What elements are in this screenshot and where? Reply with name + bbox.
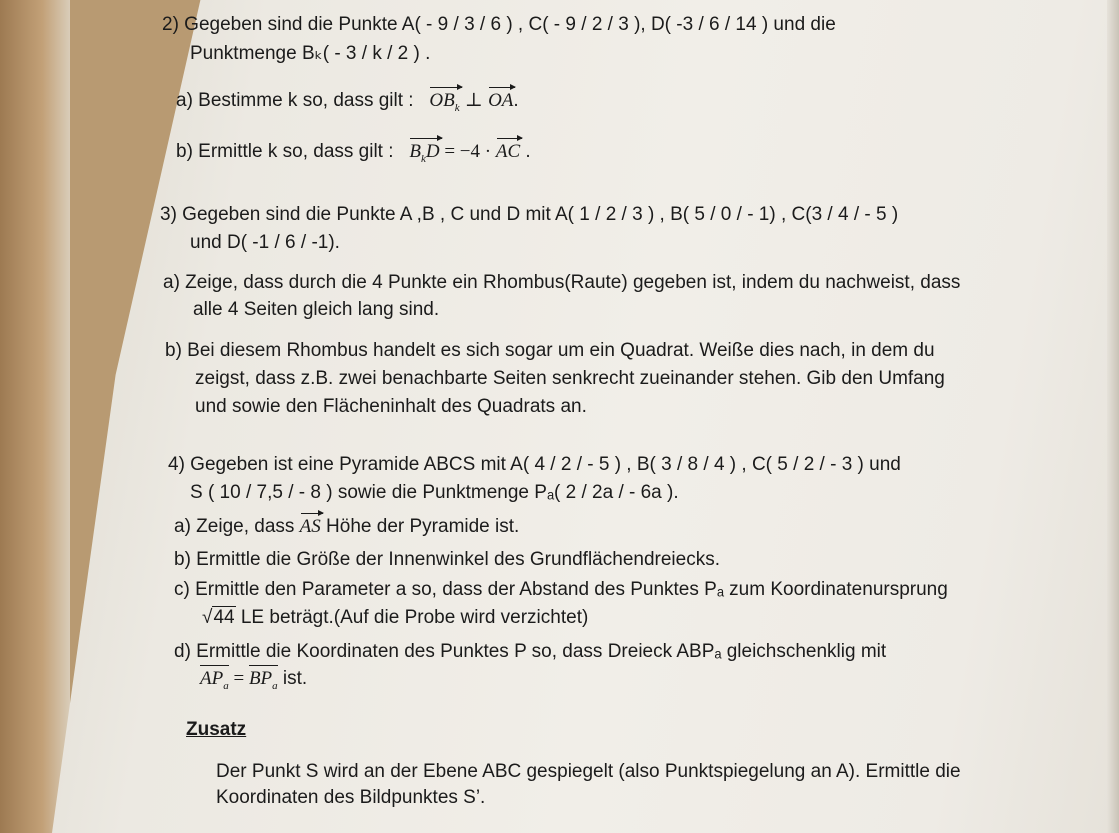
task3-line2: und D( -1 / 6 / -1). — [190, 232, 340, 253]
task2-a-end: . — [513, 90, 519, 111]
task4-d-end: ist. — [277, 668, 308, 689]
task4-d-equal: = — [228, 668, 249, 689]
vector-ac: AC — [496, 136, 520, 164]
task4-line1: 4) Gegeben ist eine Pyramide ABCS mit A( 4 / 2 / - 5 ) , B( 3 / 8 / 4 ) , C( 5 / 2 / - 3 ) und — [168, 454, 901, 475]
segment-bp-a: $BP_a$ — [249, 664, 278, 698]
task4-d-line2 — [200, 664, 307, 698]
task3-b-line2: zeigst, dass z.B. zwei benachbarte Seiten senkrecht zueinander stehen. Gib den Umfang — [195, 368, 945, 389]
task4-line2: S ( 10 / 7,5 / - 8 ) sowie die Punktmenge Pₐ( 2 / 2a / - 6a ). — [190, 482, 679, 503]
task3-a-line2: alle 4 Seiten gleich lang sind. — [193, 299, 440, 320]
task4-d-line1: d) Ermittle die Koordinaten des Punktes P so, dass Dreieck ABPₐ gleichschenklig mit — [174, 641, 887, 662]
task4-a-prefix: a) Zeige, dass — [174, 516, 300, 537]
task2-b-end: . — [520, 141, 531, 162]
task4-c-line2 — [202, 606, 588, 630]
vector-oa: OA — [488, 85, 513, 113]
sqrt-sign-icon: √ — [202, 607, 213, 628]
task2-b-equation: = −4 · — [439, 141, 496, 162]
zusatz-title: Zusatz — [186, 719, 247, 740]
vector-ob-k: $OB_k$ — [429, 85, 459, 120]
task4-a-suffix: Höhe der Pyramide ist. — [320, 516, 520, 537]
task4-b: b) Ermittle die Größe der Innenwinkel des Grundflächendreiecks. — [174, 549, 720, 570]
task2-a-prefix: a) Bestimme k so, dass gilt : — [176, 90, 414, 111]
task3-a-line1: a) Zeige, dass durch die 4 Punkte ein Rhombus(Raute) gegeben ist, indem du nachweist, dass — [163, 272, 961, 293]
task3-b-line1: b) Bei diesem Rhombus handelt es sich sogar um ein Quadrat. Weiße dies nach, in dem du — [165, 340, 935, 361]
zusatz-line1: Der Punkt S wird an der Ebene ABC gespiegelt (also Punktspiegelung an A). Ermittle die — [216, 761, 961, 782]
task2-b-prefix: b) Ermittle k so, dass gilt : — [176, 141, 394, 162]
task3-b-line3: und sowie den Flächeninhalt des Quadrats an. — [195, 396, 587, 417]
task4-a — [174, 511, 519, 539]
task2-b — [176, 136, 531, 171]
sqrt-44: √44 — [202, 607, 235, 628]
zusatz-line2: Koordinaten des Bildpunktes S’. — [216, 787, 486, 808]
vector-bk-d: $B_kD$ — [409, 136, 439, 171]
segment-ap-a: $AP_a$ — [200, 664, 229, 698]
task2-line1: 2) Gegeben sind die Punkte A( - 9 / 3 / 6 ) , C( - 9 / 2 / 3 ), D( -3 / 6 / 14 ) und die — [162, 14, 836, 35]
task4-c-line1: c) Ermittle den Parameter a so, dass der Abstand des Punktes Pₐ zum Koordinatenursprung — [174, 579, 948, 600]
task3-line1: 3) Gegeben sind die Punkte A ,B , C und D mit A( 1 / 2 / 3 ) , B( 5 / 0 / - 1) , C(3 / 4 / - 5 ) — [160, 204, 899, 225]
task2-line2: Punktmenge Bₖ( - 3 / k / 2 ) . — [190, 43, 431, 64]
vector-as: AS — [300, 511, 321, 539]
perp-symbol: ⊥ — [464, 90, 483, 111]
task4-c-line2-rest: LE beträgt.(Auf die Probe wird verzichtet) — [235, 607, 589, 628]
task2-a — [176, 85, 519, 120]
